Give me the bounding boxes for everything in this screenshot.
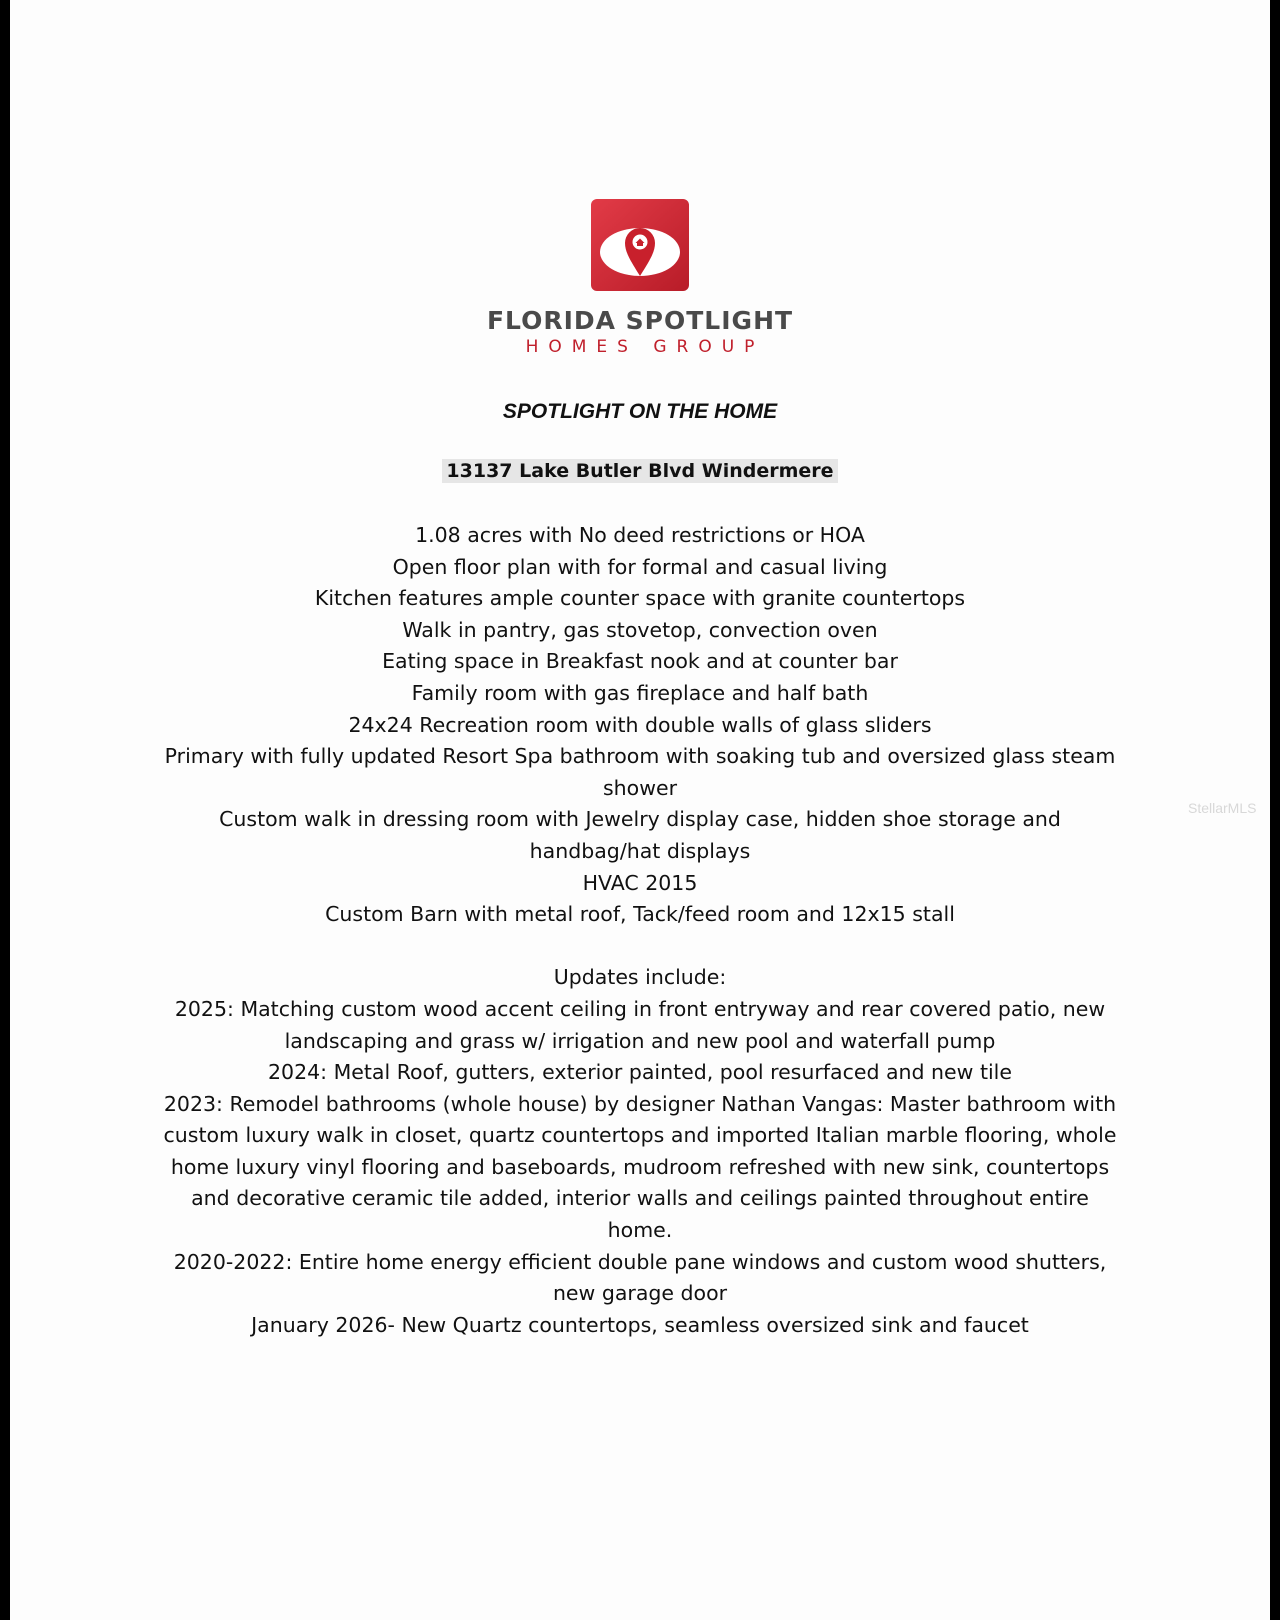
brand-name-line2: HOMES GROUP (525, 337, 765, 357)
feature-line: HVAC 2015 (582, 870, 698, 895)
update-line: 2020-2022: Entire home energy efficient double pane windows and custom wood shutters, new garage door (173, 1249, 1107, 1306)
feature-line: Family room with gas fireplace and half bath (411, 680, 869, 705)
feature-line: 24x24 Recreation room with double walls of glass sliders (348, 712, 932, 737)
feature-line: Custom Barn with metal roof, Tack/feed room and 12x15 stall (325, 902, 955, 927)
company-logo (10, 198, 1270, 357)
location-pin-logo-icon (590, 198, 690, 292)
update-line: 2025: Matching custom wood accent ceiling in front entryway and rear covered patio, new landscaping and grass w/ irrigation and new pool and waterfall pump (174, 996, 1106, 1053)
address-container (10, 459, 1270, 483)
feature-line: Open floor plan with for formal and casual living (392, 554, 888, 579)
document-title: SPOTLIGHT ON THE HOME (502, 400, 778, 423)
brand-name-line1: FLORIDA SPOTLIGHT (486, 306, 794, 335)
feature-line: Kitchen features ample counter space with granite countertops (314, 586, 966, 611)
feature-line: Eating space in Breakfast nook and at counter bar (382, 649, 898, 674)
update-line: January 2026- New Quartz countertops, seamless oversized sink and faucet (251, 1312, 1029, 1337)
mls-watermark: StellarMLS (1188, 800, 1257, 816)
update-line: 2023: Remodel bathrooms (whole house) by designer Nathan Vangas: Master bathroom with custom luxury walk in closet, quartz countertops and imported Italian marble flooring, whole home luxury vinyl flooring and baseboards, mudroom refreshed with new sink, countertops and decorative ceramic tile added, interior walls and ceilings painted throughout entire home. (163, 1091, 1117, 1243)
feature-line: Primary with fully updated Resort Spa bathroom with soaking tub and oversized glass steam shower (164, 744, 1116, 800)
feature-line: 1.08 acres with No deed restrictions or HOA (415, 523, 865, 547)
feature-line: Custom walk in dressing room with Jewelry display case, hidden shoe storage and handbag/hat displays (219, 807, 1061, 863)
section-spacer (160, 931, 1120, 963)
property-address: 13137 Lake Butler Blvd Windermere (442, 459, 837, 483)
feature-line: Walk in pantry, gas stovetop, convection oven (402, 617, 878, 642)
update-line: 2024: Metal Roof, gutters, exterior painted, pool resurfaced and new tile (267, 1060, 1012, 1085)
document-page (10, 0, 1270, 1620)
property-description (160, 520, 1120, 1341)
updates-heading: Updates include: (553, 965, 727, 990)
